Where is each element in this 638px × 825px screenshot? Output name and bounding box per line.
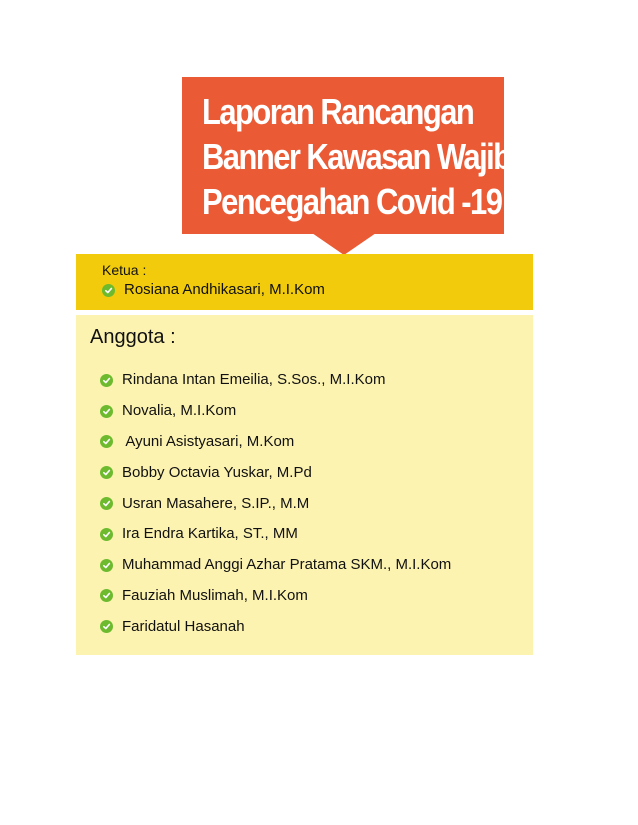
- member-name: Novalia, M.I.Kom: [122, 402, 237, 420]
- member-name: Muhammad Anggi Azhar Pratama SKM., M.I.Kom: [122, 556, 452, 574]
- list-item: [100, 396, 533, 427]
- check-circle-icon: [100, 405, 113, 418]
- check-circle-icon: [100, 497, 113, 510]
- list-item: [100, 581, 533, 612]
- member-name: Usran Masahere, S.IP., M.M: [122, 494, 310, 512]
- member-name: Fauziah Muslimah, M.I.Kom: [122, 586, 308, 604]
- list-item: [100, 457, 533, 488]
- check-circle-icon: [100, 466, 113, 479]
- check-circle-icon: [100, 528, 113, 541]
- title-line-2: Banner Kawasan Wajib: [202, 136, 511, 177]
- list-item: [100, 488, 533, 519]
- member-name: Bobby Octavia Yuskar, M.Pd: [122, 463, 312, 481]
- member-list: [100, 365, 533, 642]
- check-circle-icon: [100, 374, 113, 387]
- member-name: Ira Endra Kartika, ST., MM: [122, 525, 298, 543]
- ketua-section: [76, 254, 533, 310]
- list-item: [100, 550, 533, 581]
- anggota-label: Anggota :: [90, 326, 176, 348]
- check-circle-icon: [102, 284, 115, 297]
- anggota-section: [76, 315, 533, 655]
- member-name: Faridatul Hasanah: [122, 617, 245, 635]
- title-line-1: Laporan Rancangan: [202, 91, 474, 132]
- title-line-3: Pencegahan Covid -19: [202, 181, 502, 222]
- ketua-row: [102, 281, 533, 299]
- list-item: [100, 519, 533, 550]
- ketua-name: Rosiana Andhikasari, M.I.Kom: [124, 281, 325, 298]
- list-item: [100, 611, 533, 642]
- list-item: [100, 427, 533, 458]
- ketua-label: Ketua :: [102, 262, 147, 278]
- check-circle-icon: [100, 620, 113, 633]
- title-pointer: [312, 233, 376, 255]
- check-circle-icon: [100, 559, 113, 572]
- title-banner: [182, 77, 511, 234]
- check-circle-icon: [100, 589, 113, 602]
- list-item: [100, 365, 533, 396]
- member-name: Rindana Intan Emeilia, S.Sos., M.I.Kom: [122, 371, 386, 389]
- check-circle-icon: [100, 435, 113, 448]
- member-name: Ayuni Asistyasari, M.Kom: [122, 432, 295, 450]
